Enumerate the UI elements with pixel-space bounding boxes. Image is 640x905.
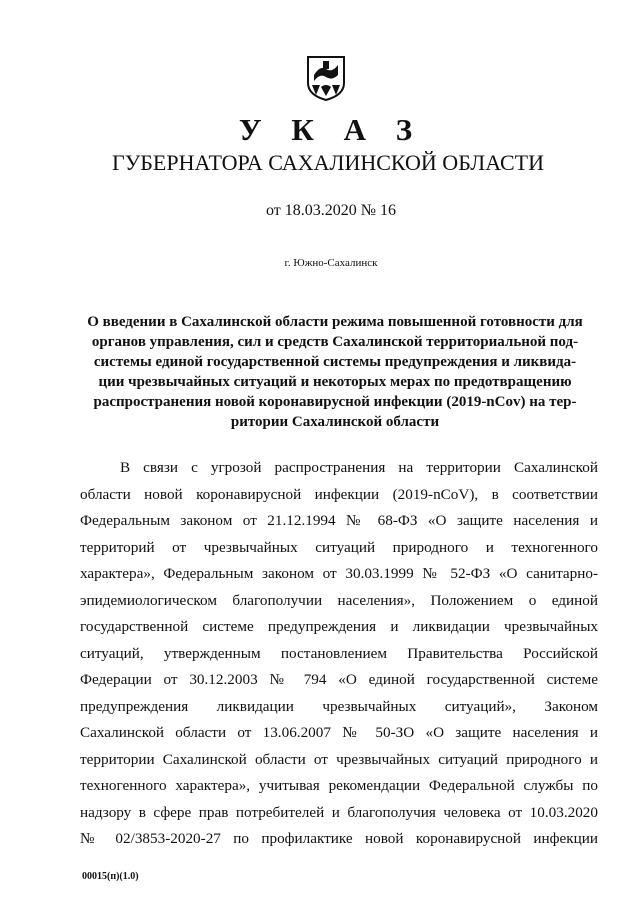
body-line: территории Сахалинской области от чрезвычайных ситуаций природного и	[80, 750, 598, 768]
sakhalin-coat-of-arms-icon	[306, 55, 346, 101]
document-subject	[72, 312, 598, 432]
body-line: Сахалинской области от 13.06.2007 № 50-ЗО «О защите населения и	[80, 724, 598, 741]
body-line: техногенного характера», учитывая рекомендации Федеральной службы по	[80, 777, 598, 794]
body-line: эпидемиологическом благополучии населения», Положением о единой	[80, 591, 598, 609]
subject-line: ции чрезвычайных ситуаций и некоторых мерах по предотвращению	[98, 374, 572, 390]
body-line: Федеральным законом от 21.12.1994 № 68-ФЗ «О защите населения и	[80, 512, 598, 529]
body-line: области новой коронавирусной инфекции (2019-nCoV), в соответствии	[80, 485, 598, 503]
subject-line: органов управления, сил и средств Сахалинской территориальной под-	[91, 334, 579, 350]
subject-line: системы единой государственной системы предупреждения и ликвида-	[93, 354, 577, 370]
body-line: государственной системе предупреждения и ликвидации чрезвычайных	[80, 618, 598, 635]
body-line: ситуаций, утвержденным постановлением Правительства Российской	[80, 644, 598, 662]
document-type-title: У К А З	[238, 112, 424, 147]
document-date-number: от 18.03.2020 № 16	[265, 202, 397, 219]
subject-line: ритории Сахалинской области	[230, 414, 440, 430]
subject-line: О введении в Сахалинской области режима повышенной готовности для	[87, 314, 583, 330]
body-line: территорий от чрезвычайных ситуаций природного и техногенного	[80, 538, 598, 556]
body-line: Федерации от 30.12.2003 № 794 «О единой государственной системе	[80, 671, 598, 688]
body-line: предупреждения ликвидации чрезвычайных ситуаций», Законом	[80, 697, 598, 715]
subject-line: распространения новой коронавирусной инфекции (2019-nCov) на тер-	[93, 394, 577, 410]
document-body	[80, 455, 598, 853]
issue-city: г. Южно-Сахалинск	[284, 257, 378, 269]
body-line: характера», Федеральным законом от 30.03.1999 № 52-ФЗ «О санитарно-	[80, 565, 598, 582]
body-line: № 02/3853-2020-27 по профилактике новой коронавирусной инфекции	[80, 830, 598, 847]
body-line: В связи с угрозой распространения на территории Сахалинской	[120, 459, 598, 476]
issuer-title: ГУБЕРНАТОРА САХАЛИНСКОЙ ОБЛАСТИ	[112, 150, 544, 175]
body-line: надзору в сфере прав потребителей и благополучия человека от 10.03.2020	[80, 803, 598, 821]
document-footer-code: 00015(п)(1.0)	[82, 871, 139, 882]
